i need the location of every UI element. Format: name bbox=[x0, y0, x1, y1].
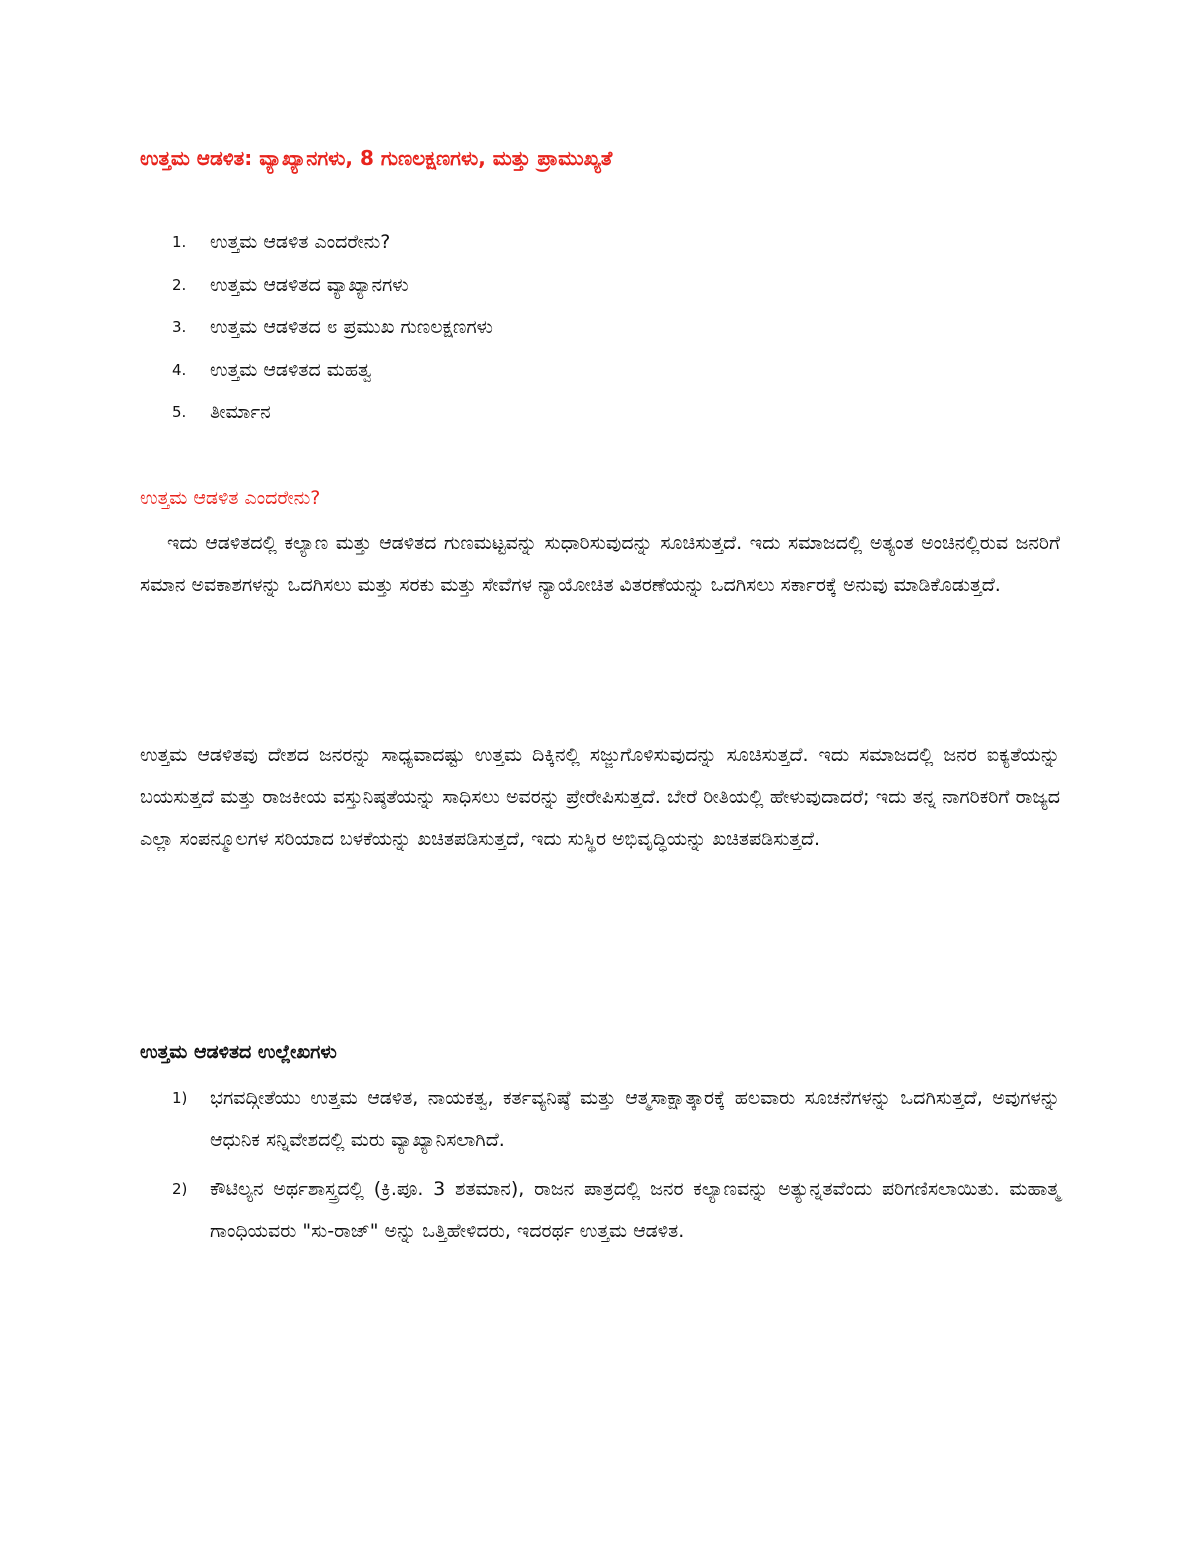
toc-item-number: 1. bbox=[172, 233, 187, 251]
toc-item-text: ಉತ್ತಮ ಆಡಳಿತದ ವ್ಯಾಖ್ಯಾನಗಳು bbox=[210, 273, 409, 296]
toc-item bbox=[172, 226, 493, 269]
section-heading-references: ಉತ್ತಮ ಆಡಳಿತದ ಉಲ್ಲೇಖಗಳು bbox=[140, 1041, 337, 1063]
toc-item-text: ತೀರ್ಮಾನ bbox=[210, 401, 271, 423]
toc-item-number: 4. bbox=[172, 360, 187, 379]
reference-item bbox=[172, 1077, 1060, 1161]
toc-item-text: ಉತ್ತಮ ಆಡಳಿತದ ಮಹತ್ವ bbox=[210, 358, 372, 381]
section-heading-what-is-good-governance: ಉತ್ತಮ ಆಡಳಿತ ಎಂದರೇನು? bbox=[140, 487, 321, 509]
reference-number: 2) bbox=[172, 1180, 188, 1198]
reference-item bbox=[172, 1168, 1060, 1252]
body-paragraph: ಇದು ಆಡಳಿತದಲ್ಲಿ ಕಲ್ಯಾಣ ಮತ್ತು ಆಡಳಿತದ ಗುಣಮಟ್ಟವನ್ನು ಸುಧಾರಿಸುವುದನ್ನು ಸೂಚಿಸುತ್ತದೆ. ಇದು ಸಮಾಜದಲ್ಲಿ ಅತ್ಯಂತ ಅಂಚಿನಲ್ಲಿರುವ ಜನರಿಗೆ ಸಮಾನ ಅವಕಾಶಗಳನ್ನು ಒದಗಿಸಲು ಮತ್ತು ಸರಕು ಮತ್ತು ಸೇವೆಗಳ ನ್ಯಾಯೋಚಿತ ವಿತರಣೆಯನ್ನು ಒದಗಿಸಲು ಸರ್ಕಾರಕ್ಕೆ ಅನುವು ಮಾಡಿಕೊಡುತ್ತದೆ. bbox=[140, 532, 1060, 596]
reference-number: 1) bbox=[172, 1089, 188, 1107]
toc-item-number: 2. bbox=[172, 275, 187, 294]
toc-item-number: 5. bbox=[172, 403, 187, 421]
toc-item-text: ಉತ್ತಮ ಆಡಳಿತ ಎಂದರೇನು? bbox=[210, 231, 391, 253]
table-of-contents bbox=[172, 226, 493, 439]
toc-item-number: 3. bbox=[172, 318, 187, 336]
toc-item bbox=[172, 269, 493, 312]
toc-item bbox=[172, 311, 493, 354]
references-list bbox=[172, 1077, 1060, 1259]
reference-text: ಭಗವದ್ಗೀತೆಯು ಉತ್ತಮ ಆಡಳಿತ, ನಾಯಕತ್ವ, ಕರ್ತವ್ಯನಿಷ್ಠೆ ಮತ್ತು ಆತ್ಮಸಾಕ್ಷಾತ್ಕಾರಕ್ಕೆ ಹಲವಾರು ಸೂಚನೆಗಳನ್ನು ಒದಗಿಸುತ್ತದೆ, ಅವುಗಳನ್ನು ಆಧುನಿಕ ಸನ್ನಿವೇಶದಲ್ಲಿ ಮರು ವ್ಯಾಖ್ಯಾನಿಸಲಾಗಿದೆ. bbox=[210, 1087, 1060, 1151]
document-title: ಉತ್ತಮ ಆಡಳಿತ: ವ್ಯಾಖ್ಯಾನಗಳು, 8 ಗುಣಲಕ್ಷಣಗಳು, ಮತ್ತು ಪ್ರಾಮುಖ್ಯತೆ bbox=[140, 146, 613, 170]
toc-item bbox=[172, 396, 493, 439]
body-paragraph: ಉತ್ತಮ ಆಡಳಿತವು ದೇಶದ ಜನರನ್ನು ಸಾಧ್ಯವಾದಷ್ಟು ಉತ್ತಮ ದಿಕ್ಕಿನಲ್ಲಿ ಸಜ್ಜುಗೊಳಿಸುವುದನ್ನು ಸೂಚಿಸುತ್ತದೆ. ಇದು ಸಮಾಜದಲ್ಲಿ ಜನರ ಐಕ್ಯತೆಯನ್ನು ಬಯಸುತ್ತದೆ ಮತ್ತು ರಾಜಕೀಯ ವಸ್ತುನಿಷ್ಠತೆಯನ್ನು ಸಾಧಿಸಲು ಅವರನ್ನು ಪ್ರೇರೇಪಿಸುತ್ತದೆ. ಬೇರೆ ರೀತಿಯಲ್ಲಿ ಹೇಳುವುದಾದರೆ; ಇದು ತನ್ನ ನಾಗರಿಕರಿಗೆ ರಾಜ್ಯದ ಎಲ್ಲಾ ಸಂಪನ್ಮೂಲಗಳ ಸರಿಯಾದ ಬಳಕೆಯನ್ನು ಖಚಿತಪಡಿಸುತ್ತದೆ, ಇದು ಸುಸ್ಥಿರ ಅಭಿವೃದ್ಧಿಯನ್ನು ಖಚಿತಪಡಿಸುತ್ತದೆ. bbox=[140, 744, 1060, 850]
reference-text: ಕೌಟಿಲ್ಯನ ಅರ್ಥಶಾಸ್ತ್ರದಲ್ಲಿ (ಕ್ರಿ.ಪೂ. 3 ಶತಮಾನ), ರಾಜನ ಪಾತ್ರದಲ್ಲಿ ಜನರ ಕಲ್ಯಾಣವನ್ನು ಅತ್ಯುನ್ನತವೆಂದು ಪರಿಗಣಿಸಲಾಯಿತು. ಮಹಾತ್ಮ ಗಾಂಧಿಯವರು "ಸು-ರಾಜ್" ಅನ್ನು ಒತ್ತಿಹೇಳಿದರು, ಇದರರ್ಥ ಉತ್ತಮ ಆಡಳಿತ. bbox=[210, 1178, 1060, 1242]
toc-item-text: ಉತ್ತಮ ಆಡಳಿತದ ೮ ಪ್ರಮುಖ ಗುಣಲಕ್ಷಣಗಳು bbox=[210, 316, 493, 338]
toc-item bbox=[172, 354, 493, 397]
